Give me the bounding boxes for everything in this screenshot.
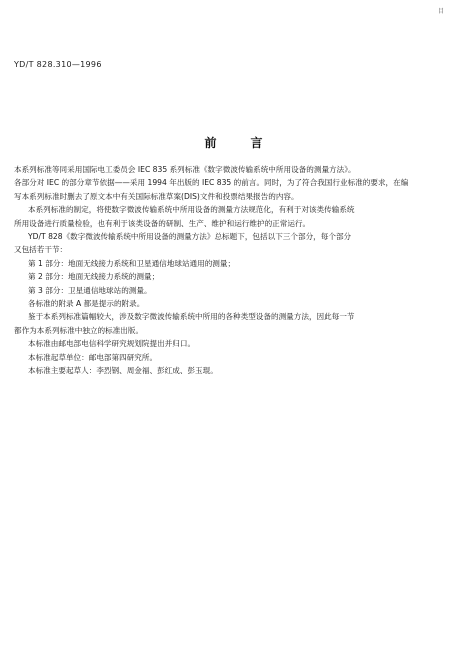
paragraph-line: 本系列标准的制定，将使数字微波传输系统中所用设备的测量方法规范化，有利于对该类传输系统: [28, 205, 355, 215]
paragraph-line: 第 1 部分：地面无线接力系统和卫星通信地球站通用的测量；: [28, 258, 236, 268]
foreword-body: [14, 163, 454, 378]
paragraph-line: 都作为本系列标准中独立的标准出版。: [14, 325, 144, 335]
page-title: 前言: [204, 136, 297, 150]
paragraph-line: 本标准由邮电部电信科学研究规划院提出并归口。: [28, 339, 196, 349]
paragraph-line: 写本系列标准时删去了原文本中有关国际标准草案(DIS)文件和投票结果报告的内容。: [14, 191, 299, 201]
paragraph-line: 各标准的附录 A 都是提示的附录。: [28, 299, 145, 309]
paragraph-line: 本标准主要起草人：李烈钢、周金福、彭红成、彭玉琨。: [28, 366, 218, 376]
paragraph-line: 各部分对 IEC 的部分章节依据——采用 1994 年出版的 IEC 835 的前言。同时，为了符合我国行业标准的要求，在编: [14, 178, 409, 188]
paragraph-line: 本标准起草单位：邮电部第四研究所。: [28, 352, 158, 362]
paragraph-line: 鉴于本系列标准篇幅较大，涉及数字微波传输系统中所用的各种类型设备的测量方法，因此每一节: [28, 312, 355, 322]
paragraph-line: YD/T 828《数字微波传输系统中所用设备的测量方法》总标题下，包括以下三个部分，每个部分: [28, 232, 352, 242]
paragraph-line: 第 2 部分：地面无线接力系统的测量；: [28, 272, 160, 282]
paragraph-line: 又包括若干节：: [14, 245, 68, 255]
paragraph-line: 第 3 部分：卫星通信地球站的测量。: [28, 285, 152, 295]
standard-number: YD/T 828.310—1996: [14, 60, 102, 69]
page-corner-mark: 目: [438, 8, 445, 15]
paragraph-line: 所用设备进行质量检验，也有利于该类设备的研制、生产、维护和运行维护的正常运行。: [14, 218, 311, 228]
paragraph-line: 本系列标准等同采用国际电工委员会 IEC 835 系列标准《数字微波传输系统中所用设备的测量方法》。: [14, 165, 356, 174]
